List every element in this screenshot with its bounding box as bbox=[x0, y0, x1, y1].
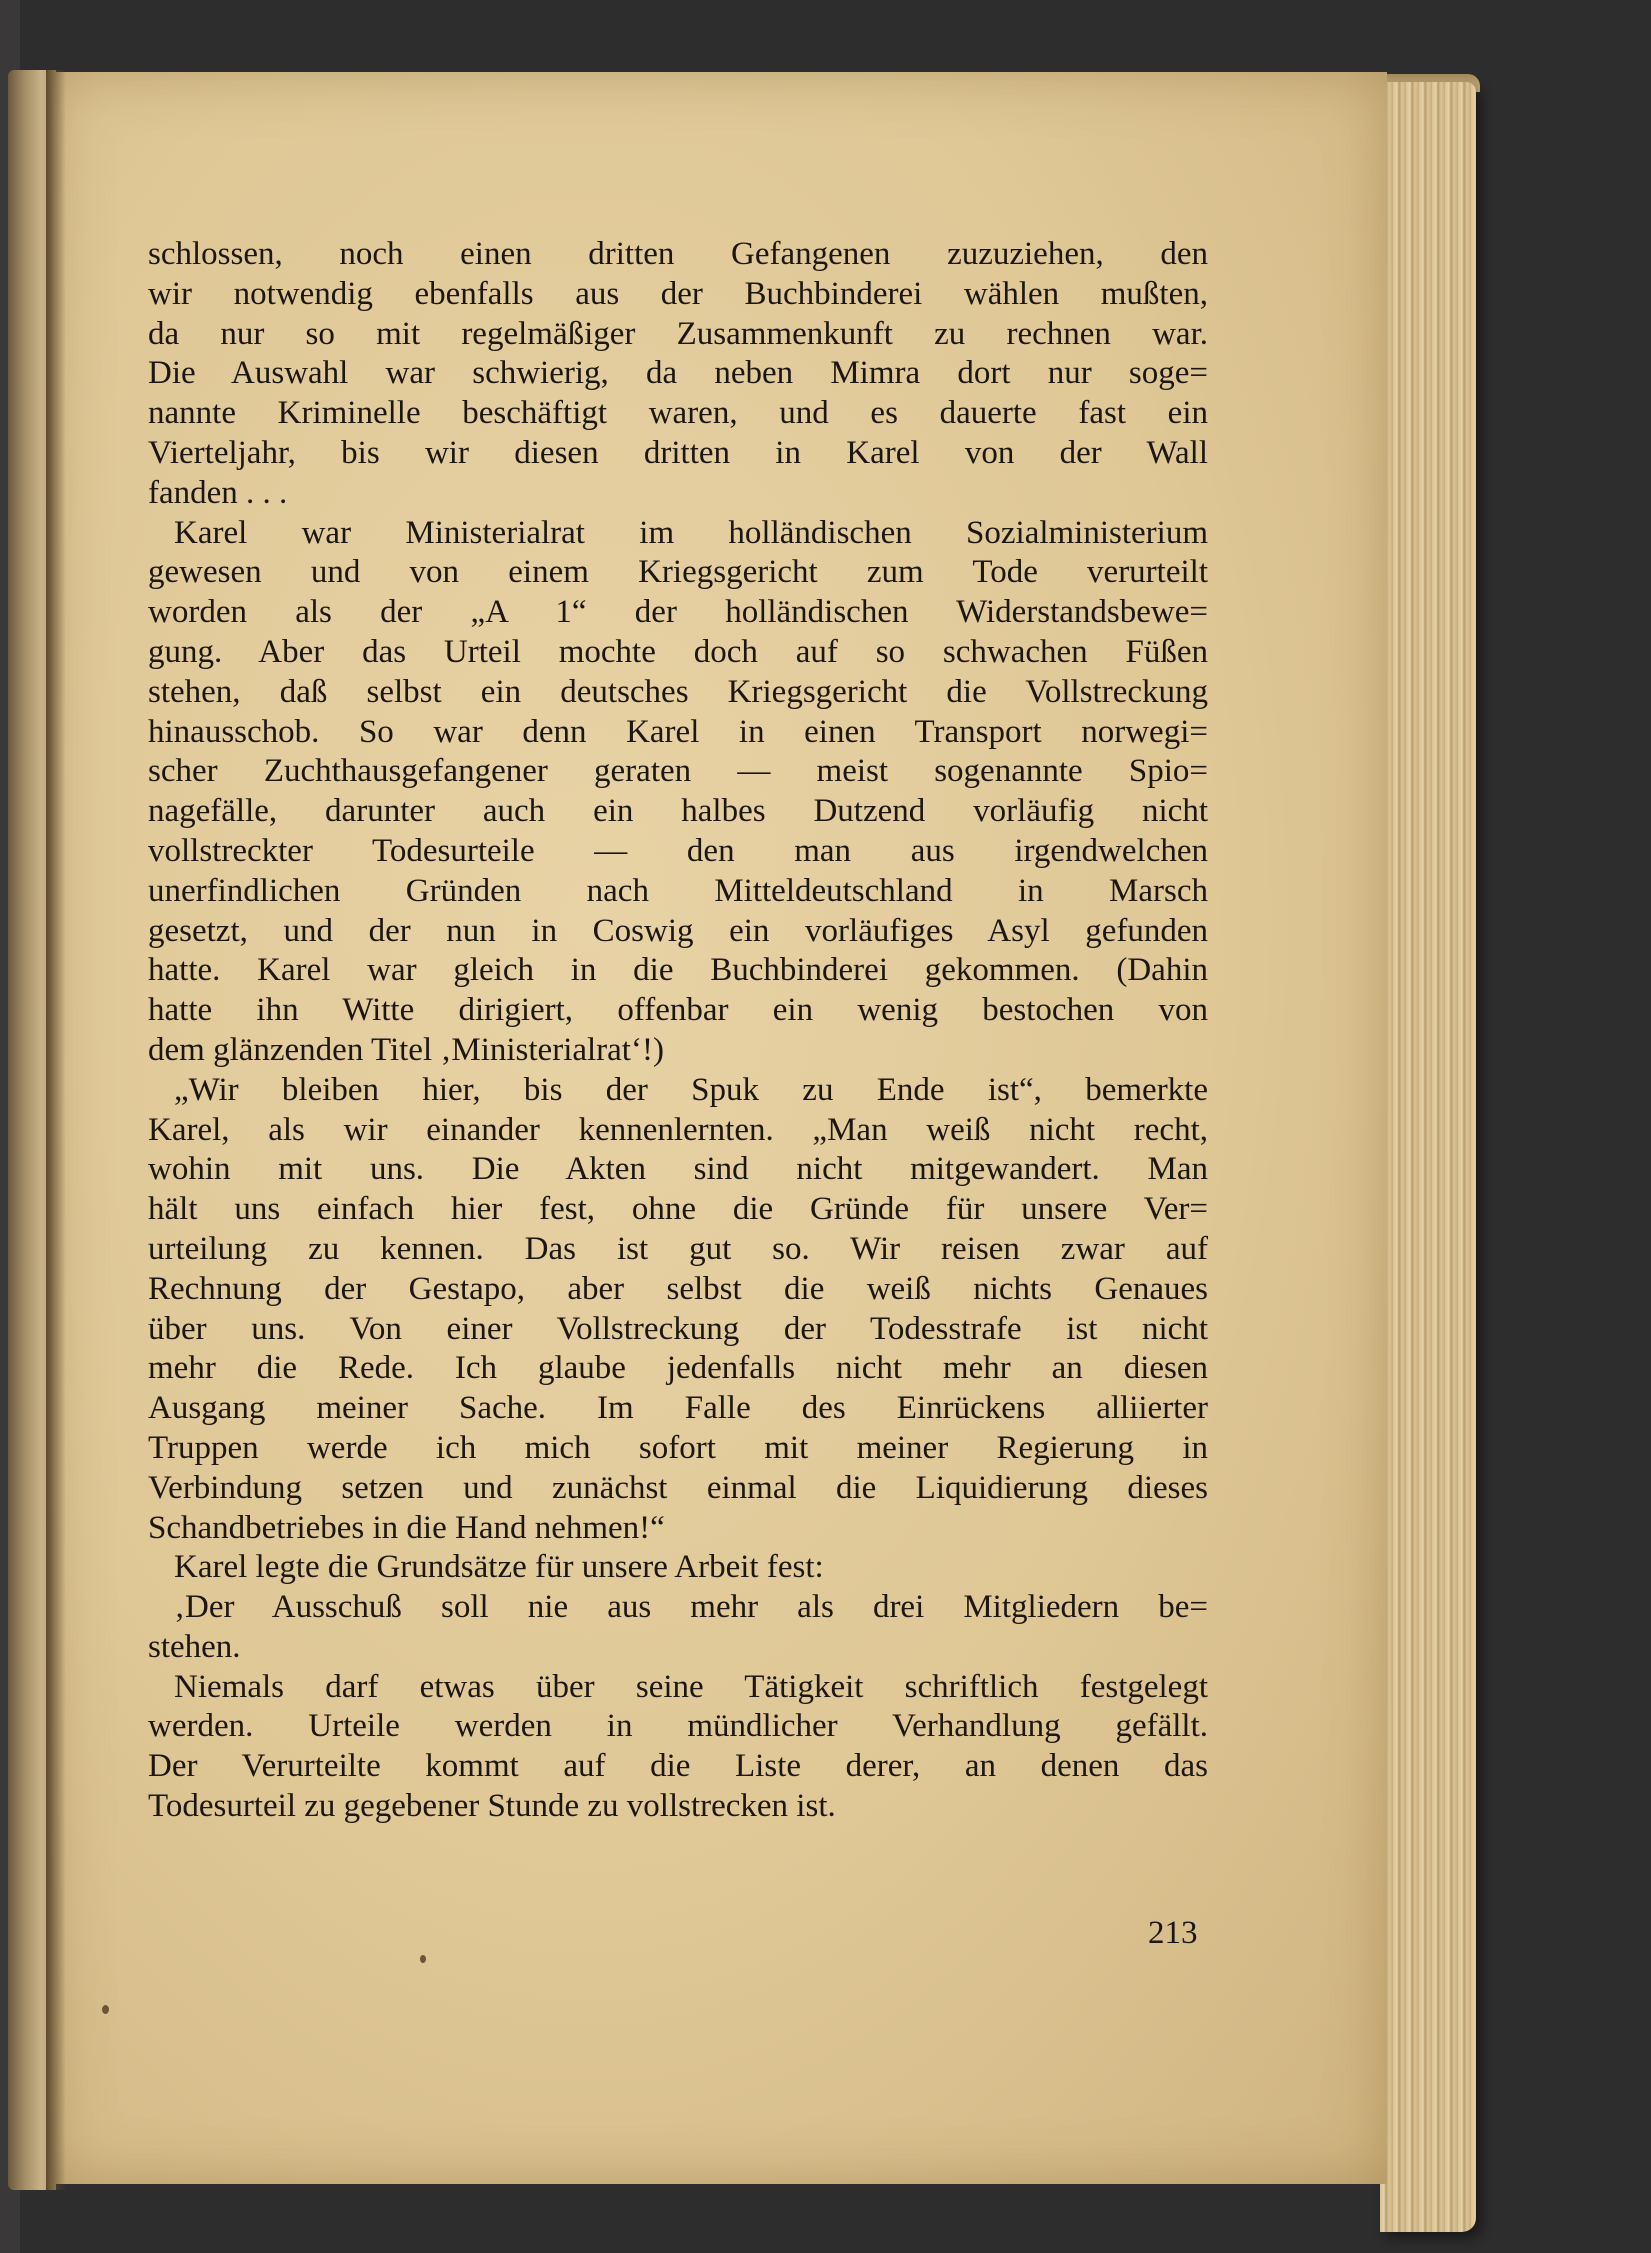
text-line: gewesen und von einem Kriegsgericht zum Tode verurteilt bbox=[148, 554, 1208, 591]
text-line: über uns. Von einer Vollstreckung der Todesstrafe ist nicht bbox=[148, 1310, 1208, 1347]
text-line: Ausgang meiner Sache. Im Falle des Einrückens alliierter bbox=[148, 1390, 1208, 1427]
text-line: worden als der „A 1“ der holländischen Widerstandsbewe= bbox=[148, 594, 1208, 631]
text-line: hatte. Karel war gleich in die Buchbinderei gekommen. (Dahin bbox=[148, 952, 1208, 989]
text-line: Rechnung der Gestapo, aber selbst die weiß nichts Genaues bbox=[148, 1270, 1208, 1307]
page-stack-fore-edge bbox=[1380, 82, 1476, 2232]
text-line: „Wir bleiben hier, bis der Spuk zu Ende ist“, bemerkte bbox=[174, 1071, 1208, 1108]
page-number: 213 bbox=[1148, 1915, 1198, 1951]
text-line: Der Verurteilte kommt auf die Liste derer, an denen das bbox=[148, 1748, 1208, 1785]
text-line: da nur so mit regelmäßiger Zusammenkunft zu rechnen war. bbox=[148, 315, 1208, 352]
text-line: hält uns einfach hier fest, ohne die Gründe für unsere Ver= bbox=[148, 1191, 1208, 1228]
text-line: Verbindung setzen und zunächst einmal die Liquidierung dieses bbox=[148, 1469, 1208, 1506]
text-line: Todesurteil zu gegebener Stunde zu vollstrecken ist. bbox=[148, 1788, 836, 1825]
text-line: gung. Aber das Urteil mochte doch auf so schwachen Füßen bbox=[148, 633, 1208, 670]
text-line: unerfindlichen Gründen nach Mitteldeutschland in Marsch bbox=[148, 872, 1208, 909]
text-line: schlossen, noch einen dritten Gefangenen zuzuziehen, den bbox=[148, 236, 1208, 272]
text-line: hinausschob. So war denn Karel in einen Transport norwegi= bbox=[148, 713, 1208, 750]
paper-speck bbox=[420, 1955, 426, 1963]
text-line: scher Zuchthausgefangener geraten — meist sogenannte Spio= bbox=[148, 753, 1208, 790]
text-line: wir notwendig ebenfalls aus der Buchbinderei wählen mußten, bbox=[148, 275, 1208, 312]
text-line: gesetzt, und der nun in Coswig ein vorläufiges Asyl gefunden bbox=[148, 912, 1208, 949]
text-line: stehen, daß selbst ein deutsches Kriegsgericht die Vollstreckung bbox=[148, 673, 1208, 710]
text-line: Niemals darf etwas über seine Tätigkeit schriftlich festgelegt bbox=[174, 1668, 1208, 1705]
paper-speck bbox=[102, 2005, 109, 2014]
text-line: Die Auswahl war schwierig, da neben Mimra dort nur soge= bbox=[148, 355, 1208, 392]
text-line: fanden . . . bbox=[148, 474, 288, 511]
text-line: werden. Urteile werden in mündlicher Verhandlung gefällt. bbox=[148, 1708, 1208, 1745]
gutter-shadow bbox=[46, 70, 66, 2190]
text-line: Karel legte die Grundsätze für unsere Arbeit fest: bbox=[174, 1549, 824, 1586]
text-line: Karel war Ministerialrat im holländischen Sozialministerium bbox=[174, 514, 1208, 551]
text-line: mehr die Rede. Ich glaube jedenfalls nicht mehr an diesen bbox=[148, 1350, 1208, 1387]
text-line: vollstreckter Todesurteile — den man aus irgendwelchen bbox=[148, 832, 1208, 869]
text-line: Vierteljahr, bis wir diesen dritten in Karel von der Wall bbox=[148, 434, 1208, 471]
text-line: nagefälle, darunter auch ein halbes Dutzend vorläufig nicht bbox=[148, 793, 1208, 830]
text-line: stehen. bbox=[148, 1628, 241, 1665]
text-line: urteilung zu kennen. Das ist gut so. Wir reisen zwar auf bbox=[148, 1230, 1208, 1267]
text-line: Truppen werde ich mich sofort mit meiner Regierung in bbox=[148, 1429, 1208, 1466]
text-line: wohin mit uns. Die Akten sind nicht mitgewandert. Man bbox=[148, 1151, 1208, 1188]
text-line: Karel, als wir einander kennenlernten. „Man weiß nicht recht, bbox=[148, 1111, 1208, 1148]
body-text bbox=[148, 235, 1208, 1827]
text-line: ‚Der Ausschuß soll nie aus mehr als drei Mitgliedern be= bbox=[174, 1589, 1208, 1626]
text-line: dem glänzenden Titel ‚Ministerialrat‘!) bbox=[148, 1031, 664, 1068]
text-line: Schandbetriebes in die Hand nehmen!“ bbox=[148, 1509, 665, 1546]
text-line: nannte Kriminelle beschäftigt waren, und es dauerte fast ein bbox=[148, 395, 1208, 432]
text-line: hatte ihn Witte dirigiert, offenbar ein wenig bestochen von bbox=[148, 992, 1208, 1029]
